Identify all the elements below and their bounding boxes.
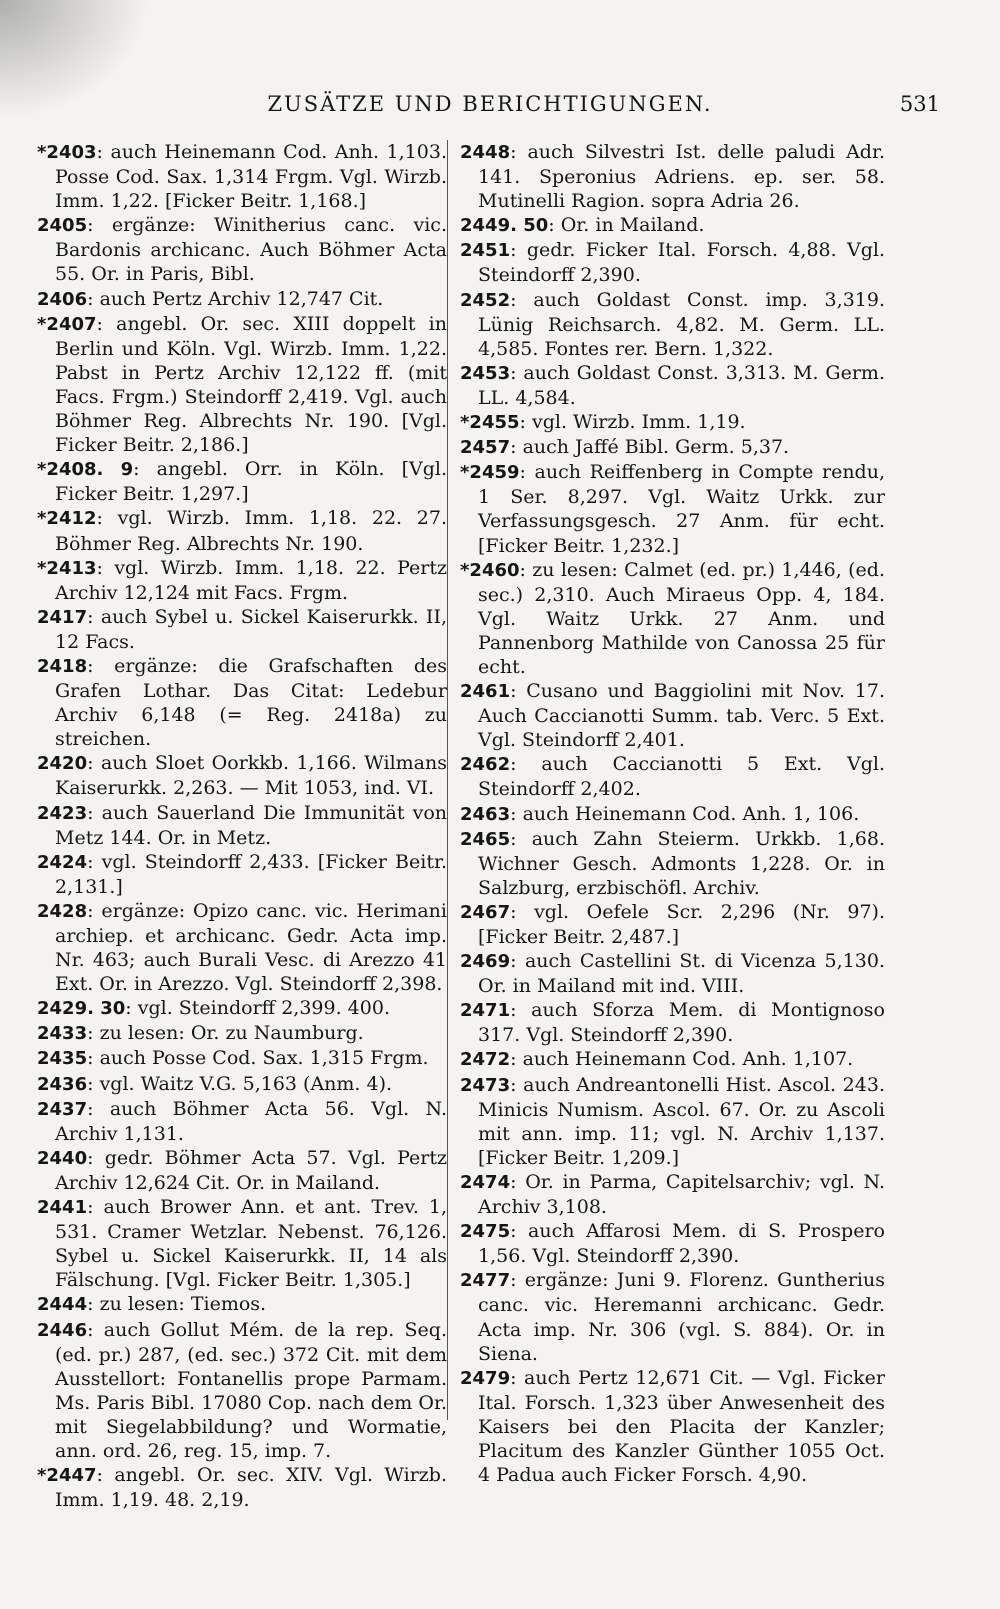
- entry-text: gedr. Ficker Ital. Forsch. 4,88. Vgl. Steindorff 2,390.: [478, 239, 885, 287]
- entry: [37, 1292, 447, 1317]
- entry-number: 2473: [460, 1074, 511, 1096]
- entry-text: angebl. Or. sec. XIII doppelt in Berlin und Köln. Vgl. Wirzb. Imm. 1,22. Pabst in Pertz Archiv 12,122 ff. (mit Facs. Frgm.) Steindorff 2,419. Vgl. auch Böhmer Reg. Albrechts Nr. 190. [Vgl. Ficker Beitr. 2,186.]: [55, 312, 447, 457]
- entry-text: angebl. Or. sec. XIV. Vgl. Wirzb. Imm. 1,19. 48. 2,19.: [55, 1464, 447, 1512]
- entry: [460, 752, 885, 801]
- entry-separator: :: [519, 558, 533, 581]
- entry-number: 2465: [460, 828, 511, 850]
- entry-separator: :: [87, 1072, 100, 1095]
- entry-separator: :: [87, 654, 115, 677]
- entry-text: vgl. Wirzb. Imm. 1,18. 22. 27. Böhmer Reg. Albrechts Nr. 190.: [55, 507, 447, 555]
- entry: [37, 1195, 447, 1292]
- entry-text: auch Heinemann Cod. Anh. 1, 106.: [522, 802, 860, 825]
- entry-number: 2418: [37, 655, 88, 677]
- left-column: [37, 140, 447, 1512]
- entry-text: auch Goldast Const. imp. 3,319. Lünig Reichsarch. 4,82. M. Germ. LL. 4,585. Fontes rer. Bern. 1,322.: [478, 288, 885, 360]
- entry: [460, 1366, 885, 1487]
- entry: [37, 140, 447, 213]
- entry: [460, 361, 885, 410]
- entry-separator: :: [510, 900, 535, 923]
- entry-text: auch Silvestri Ist. delle paludi Adr. 141. Speronius Adriens. ep. ser. 58. Mutinelli Ragion. sopra Adria 26.: [478, 141, 885, 213]
- entry-text: angebl. Orr. in Köln. [Vgl. Ficker Beitr. 1,297.]: [55, 458, 447, 506]
- entry-number: 2429. 30: [37, 998, 126, 1020]
- column-divider: [447, 140, 448, 1420]
- entry-number: 2406: [37, 288, 88, 310]
- entry-separator: :: [125, 997, 138, 1020]
- entry: [37, 654, 447, 751]
- entry: [37, 457, 447, 506]
- entry-separator: :: [96, 141, 111, 163]
- entry-number: 2417: [37, 606, 88, 628]
- entry-separator: :: [87, 605, 101, 628]
- entry: [37, 506, 447, 555]
- entry-text: auch Sauerland Die Immunität von Metz 144. Or. in Metz.: [55, 801, 447, 849]
- entry-separator: :: [519, 461, 535, 484]
- entry: [460, 140, 885, 213]
- entry-number: 2453: [460, 362, 511, 384]
- entry-text: auch Sloet Oorkkb. 1,166. Wilmans Kaiserurkk. 2,263. — Mit 1053, ind. VI.: [55, 752, 447, 800]
- entry-number: 2474: [460, 1171, 511, 1193]
- entry-text: zu lesen: Calmet (ed. pr.) 1,446, (ed. sec.) 2,310. Auch Miraeus Opp. 4, 184. Vgl. Waitz Urkk. 27 Anm. und Pannenborg Mathilde von Canossa 25 für echt.: [478, 558, 885, 678]
- entry: [460, 998, 885, 1047]
- entry-separator: :: [510, 239, 527, 262]
- entry-number: *2447: [37, 1465, 97, 1487]
- running-header: [40, 92, 940, 122]
- entry-separator: :: [96, 312, 117, 335]
- entry-number: 2441: [37, 1197, 88, 1219]
- entry-text: ergänze: Juni 9. Florenz. Guntherius canc. vic. Heremanni archicanc. Gedr. Acta imp. Nr. 306 (vgl. S. 884). Or. in Siena.: [478, 1269, 885, 1365]
- entry: [37, 1318, 447, 1464]
- entry: [460, 802, 885, 827]
- entry-text: auch Böhmer Acta 56. Vgl. N. Archiv 1,131.: [55, 1097, 447, 1145]
- entry-number: 2449. 50: [460, 215, 549, 237]
- entry: [37, 996, 447, 1021]
- entry-number: 2462: [460, 754, 511, 776]
- entry-number: 2446: [37, 1319, 88, 1341]
- entry-separator: :: [96, 507, 118, 530]
- entry-text: auch Brower Ann. et ant. Trev. 1, 531. Cramer Wetzlar. Nebenst. 76,126. Sybel u. Sickel Kaiserurkk. II, 14 als Fälschung. [Vgl. Ficker Beitr. 1,305.]: [55, 1196, 447, 1292]
- entry-text: Or. in Mailand.: [560, 214, 705, 237]
- entry: [37, 556, 447, 605]
- entry-separator: :: [87, 1097, 110, 1120]
- entry-text: auch Castellini St. di Vicenza 5,130. Or. in Mailand mit ind. VIII.: [478, 950, 885, 998]
- entry-separator: :: [87, 899, 102, 922]
- entry-text: auch Goldast Const. 3,313. M. Germ. LL. 4,584.: [478, 361, 885, 409]
- entry-text: ergänze: Opizo canc. vic. Herimani archiep. et archicanc. Gedr. Acta imp. Nr. 463; auch Burali Vesc. di Arezzo 41 Ext. Or. in Arezzo. Vgl. Steindorff 2,398.: [55, 899, 447, 996]
- entry-separator: :: [510, 361, 524, 384]
- entry-number: *2412: [37, 508, 97, 530]
- entry-number: 2472: [460, 1049, 511, 1071]
- entry: [37, 751, 447, 800]
- entry: [460, 288, 885, 361]
- entry-separator: :: [510, 141, 528, 163]
- entry-number: 2428: [37, 900, 88, 922]
- entry-text: vgl. Wirzb. Imm. 1,19.: [531, 411, 746, 434]
- entry-text: ergänze: Winitherius canc. vic. Bardonis archicanc. Auch Böhmer Acta 55. Or. in Paris, Bibl.: [55, 214, 447, 286]
- entry-number: *2407: [37, 313, 97, 335]
- entry-number: 2452: [460, 289, 511, 311]
- entry-number: *2408. 9: [37, 459, 134, 481]
- entry-number: *2460: [460, 559, 520, 581]
- entry-number: 2461: [460, 681, 511, 703]
- entry-separator: :: [510, 680, 527, 703]
- entry: [460, 435, 885, 460]
- entry-text: auch Sforza Mem. di Montignoso 317. Vgl. Steindorff 2,390.: [478, 999, 885, 1047]
- entry-text: auch Andreantonelli Hist. Ascol. 243. Minicis Numism. Ascol. 67. Or. zu Ascoli mit ann. imp. 11; vgl. N. Archiv 1,137. [Ficker Beitr. 1,209.]: [478, 1073, 885, 1169]
- entry-separator: :: [87, 214, 112, 237]
- entry: [460, 213, 885, 238]
- entry-number: *2403: [37, 142, 97, 163]
- entry-number: 2423: [37, 802, 88, 824]
- entry-number: 2436: [37, 1073, 88, 1095]
- entry-text: auch Reiffenberg in Compte rendu, 1 Ser. 8,297. Vgl. Waitz Urkk. zur Verfassungsgesch. 27 Anm. für echt. [Ficker Beitr. 1,232.]: [478, 461, 885, 557]
- entry-text: zu lesen: Or. zu Naumburg.: [99, 1022, 364, 1045]
- entry: [460, 1170, 885, 1219]
- entry-text: vgl. Steindorff 2,399. 400.: [137, 997, 390, 1020]
- entry-separator: :: [87, 801, 102, 824]
- entry-separator: :: [133, 458, 157, 481]
- entry: [37, 1146, 447, 1195]
- right-column: [460, 140, 885, 1487]
- entry: [460, 949, 885, 998]
- entry-text: vgl. Oefele Scr. 2,296 (Nr. 97). [Ficker Beitr. 2,487.]: [478, 900, 885, 948]
- entry: [460, 1073, 885, 1170]
- entry-separator: :: [510, 827, 532, 850]
- entry-separator: :: [510, 802, 523, 825]
- page-number: 531: [899, 92, 940, 116]
- entry-number: 2469: [460, 951, 511, 973]
- entry-text: Or. in Parma, Capitelsarchiv; vgl. N. Archiv 3,108.: [478, 1170, 885, 1219]
- entry-number: 2424: [37, 851, 88, 873]
- entry-number: 2433: [37, 1023, 88, 1045]
- entry-number: 2437: [37, 1098, 88, 1120]
- entry-number: *2459: [460, 462, 520, 484]
- entry-number: 2444: [37, 1294, 88, 1316]
- entry-text: ergänze: die Grafschaften des Grafen Lothar. Das Citat: Ledebur Archiv 6,148 (= Reg. 2418a) zu streichen.: [55, 654, 447, 751]
- page-title: ZUSÄTZE UND BERICHTIGUNGEN.: [267, 92, 713, 116]
- entry-number: 2475: [460, 1221, 511, 1243]
- entry-number: 2457: [460, 437, 511, 459]
- entry: [37, 287, 447, 312]
- entry-separator: :: [510, 753, 542, 776]
- entry-text: auch Caccianotti 5 Ext. Vgl. Steindorff 2,402.: [478, 753, 885, 801]
- entry: [37, 1072, 447, 1097]
- entry-separator: :: [548, 214, 561, 237]
- entry-separator: :: [87, 1196, 104, 1219]
- entry-text: vgl. Waitz V.G. 5,163 (Anm. 4).: [99, 1072, 393, 1095]
- entry-separator: :: [519, 411, 532, 434]
- entry-separator: :: [87, 1293, 100, 1316]
- entry-separator: :: [510, 1366, 525, 1389]
- entry-text: vgl. Steindorff 2,433. [Ficker Beitr. 2,131.]: [55, 850, 447, 898]
- entry: [37, 605, 447, 654]
- entry-text: zu lesen: Tiemos.: [99, 1293, 267, 1316]
- entry-text: auch Zahn Steierm. Urkkb. 1,68. Wichner Gesch. Admonts 1,228. Or. in Salzburg, erzbischöfl. Archiv.: [478, 827, 885, 899]
- entry-number: *2413: [37, 557, 97, 579]
- entry-separator: :: [87, 287, 100, 310]
- entry-number: 2448: [460, 142, 511, 163]
- entry: [460, 679, 885, 752]
- entry-text: auch Heinemann Cod. Anh. 1,107.: [522, 1048, 854, 1071]
- entry-text: auch Posse Cod. Sax. 1,315 Frgm.: [99, 1047, 429, 1070]
- entry-separator: :: [510, 950, 525, 973]
- entry-separator: :: [510, 1269, 525, 1292]
- entry-text: vgl. Wirzb. Imm. 1,18. 22. Pertz Archiv 12,124 mit Facs. Frgm.: [55, 556, 447, 604]
- entry-separator: :: [87, 850, 102, 873]
- entry-number: 2435: [37, 1048, 88, 1070]
- entry-number: 2479: [460, 1367, 511, 1389]
- entry-number: 2451: [460, 240, 511, 262]
- entry: [460, 900, 885, 949]
- entry-number: 2463: [460, 803, 511, 825]
- entry: [460, 410, 885, 435]
- entry: [37, 1046, 447, 1071]
- entry: [37, 899, 447, 996]
- entry-separator: :: [510, 1170, 526, 1193]
- entry-number: 2471: [460, 1000, 511, 1022]
- entry: [37, 1463, 447, 1512]
- entry-number: 2405: [37, 215, 88, 237]
- entry: [37, 850, 447, 899]
- entry-number: 2467: [460, 901, 511, 923]
- entry-text: auch Heinemann Cod. Anh. 1,103. Posse Cod. Sax. 1,314 Frgm. Vgl. Wirzb. Imm. 1,22. [Ficker Beitr. 1,168.]: [55, 141, 447, 213]
- entry-text: auch Affarosi Mem. di S. Prospero 1,56. Vgl. Steindorff 2,390.: [478, 1220, 885, 1268]
- entry: [460, 827, 885, 900]
- entry-separator: :: [87, 1047, 100, 1070]
- entry: [460, 558, 885, 679]
- entry: [37, 801, 447, 850]
- entry: [460, 1268, 885, 1365]
- entry-number: 2420: [37, 753, 88, 775]
- entry: [37, 213, 447, 286]
- entry-separator: :: [87, 752, 101, 775]
- entry-separator: :: [510, 436, 523, 459]
- entry-text: auch Sybel u. Sickel Kaiserurkk. II, 12 Facs.: [55, 605, 447, 653]
- entry: [460, 1219, 885, 1268]
- entry: [460, 238, 885, 287]
- entry-separator: :: [510, 1073, 524, 1096]
- entry-separator: :: [510, 999, 532, 1022]
- entry-text: auch Pertz Archiv 12,747 Cit.: [99, 287, 384, 310]
- entry-separator: :: [87, 1318, 104, 1341]
- entry-number: *2455: [460, 412, 520, 434]
- entry: [460, 1047, 885, 1072]
- entry-text: auch Gollut Mém. de la rep. Seq. (ed. pr.) 287, (ed. sec.) 372 Cit. mit dem Ausstellort: Fontanellis prope Parmam. Ms. Paris Bibl. 17080 Cop. nach dem Or. mit Siegelabbildung? und Wormatie, ann. ord. 26, reg. 15, imp. 7.: [55, 1318, 447, 1462]
- entry-separator: :: [510, 1220, 529, 1243]
- entry-separator: :: [87, 1146, 105, 1169]
- entry-text: Cusano und Baggiolini mit Nov. 17. Auch Caccianotti Summ. tab. Verc. 5 Ext. Vgl. Steindorff 2,401.: [478, 680, 885, 752]
- entry: [37, 1021, 447, 1046]
- entry-text: auch Jaffé Bibl. Germ. 5,37.: [522, 436, 790, 459]
- entry: [37, 1097, 447, 1146]
- entry-text: gedr. Böhmer Acta 57. Vgl. Pertz Archiv 12,624 Cit. Or. in Mailand.: [55, 1146, 447, 1194]
- entry-separator: :: [87, 1022, 100, 1045]
- entry: [460, 460, 885, 557]
- entry-text: auch Pertz 12,671 Cit. — Vgl. Ficker Ital. Forsch. 1,323 über Anwesenheit des Kaisers bei den Placita der Kanzler; Placitum des Kanzler Günther 1055 Oct. 4 Padua auch Ficker Forsch. 4,90.: [478, 1366, 885, 1487]
- entry: [37, 312, 447, 458]
- entry-separator: :: [510, 288, 534, 311]
- entry-separator: :: [510, 1048, 523, 1071]
- entry-separator: :: [96, 556, 115, 579]
- entry-separator: :: [96, 1464, 115, 1487]
- entry-number: 2440: [37, 1147, 88, 1169]
- entry-number: 2477: [460, 1270, 511, 1292]
